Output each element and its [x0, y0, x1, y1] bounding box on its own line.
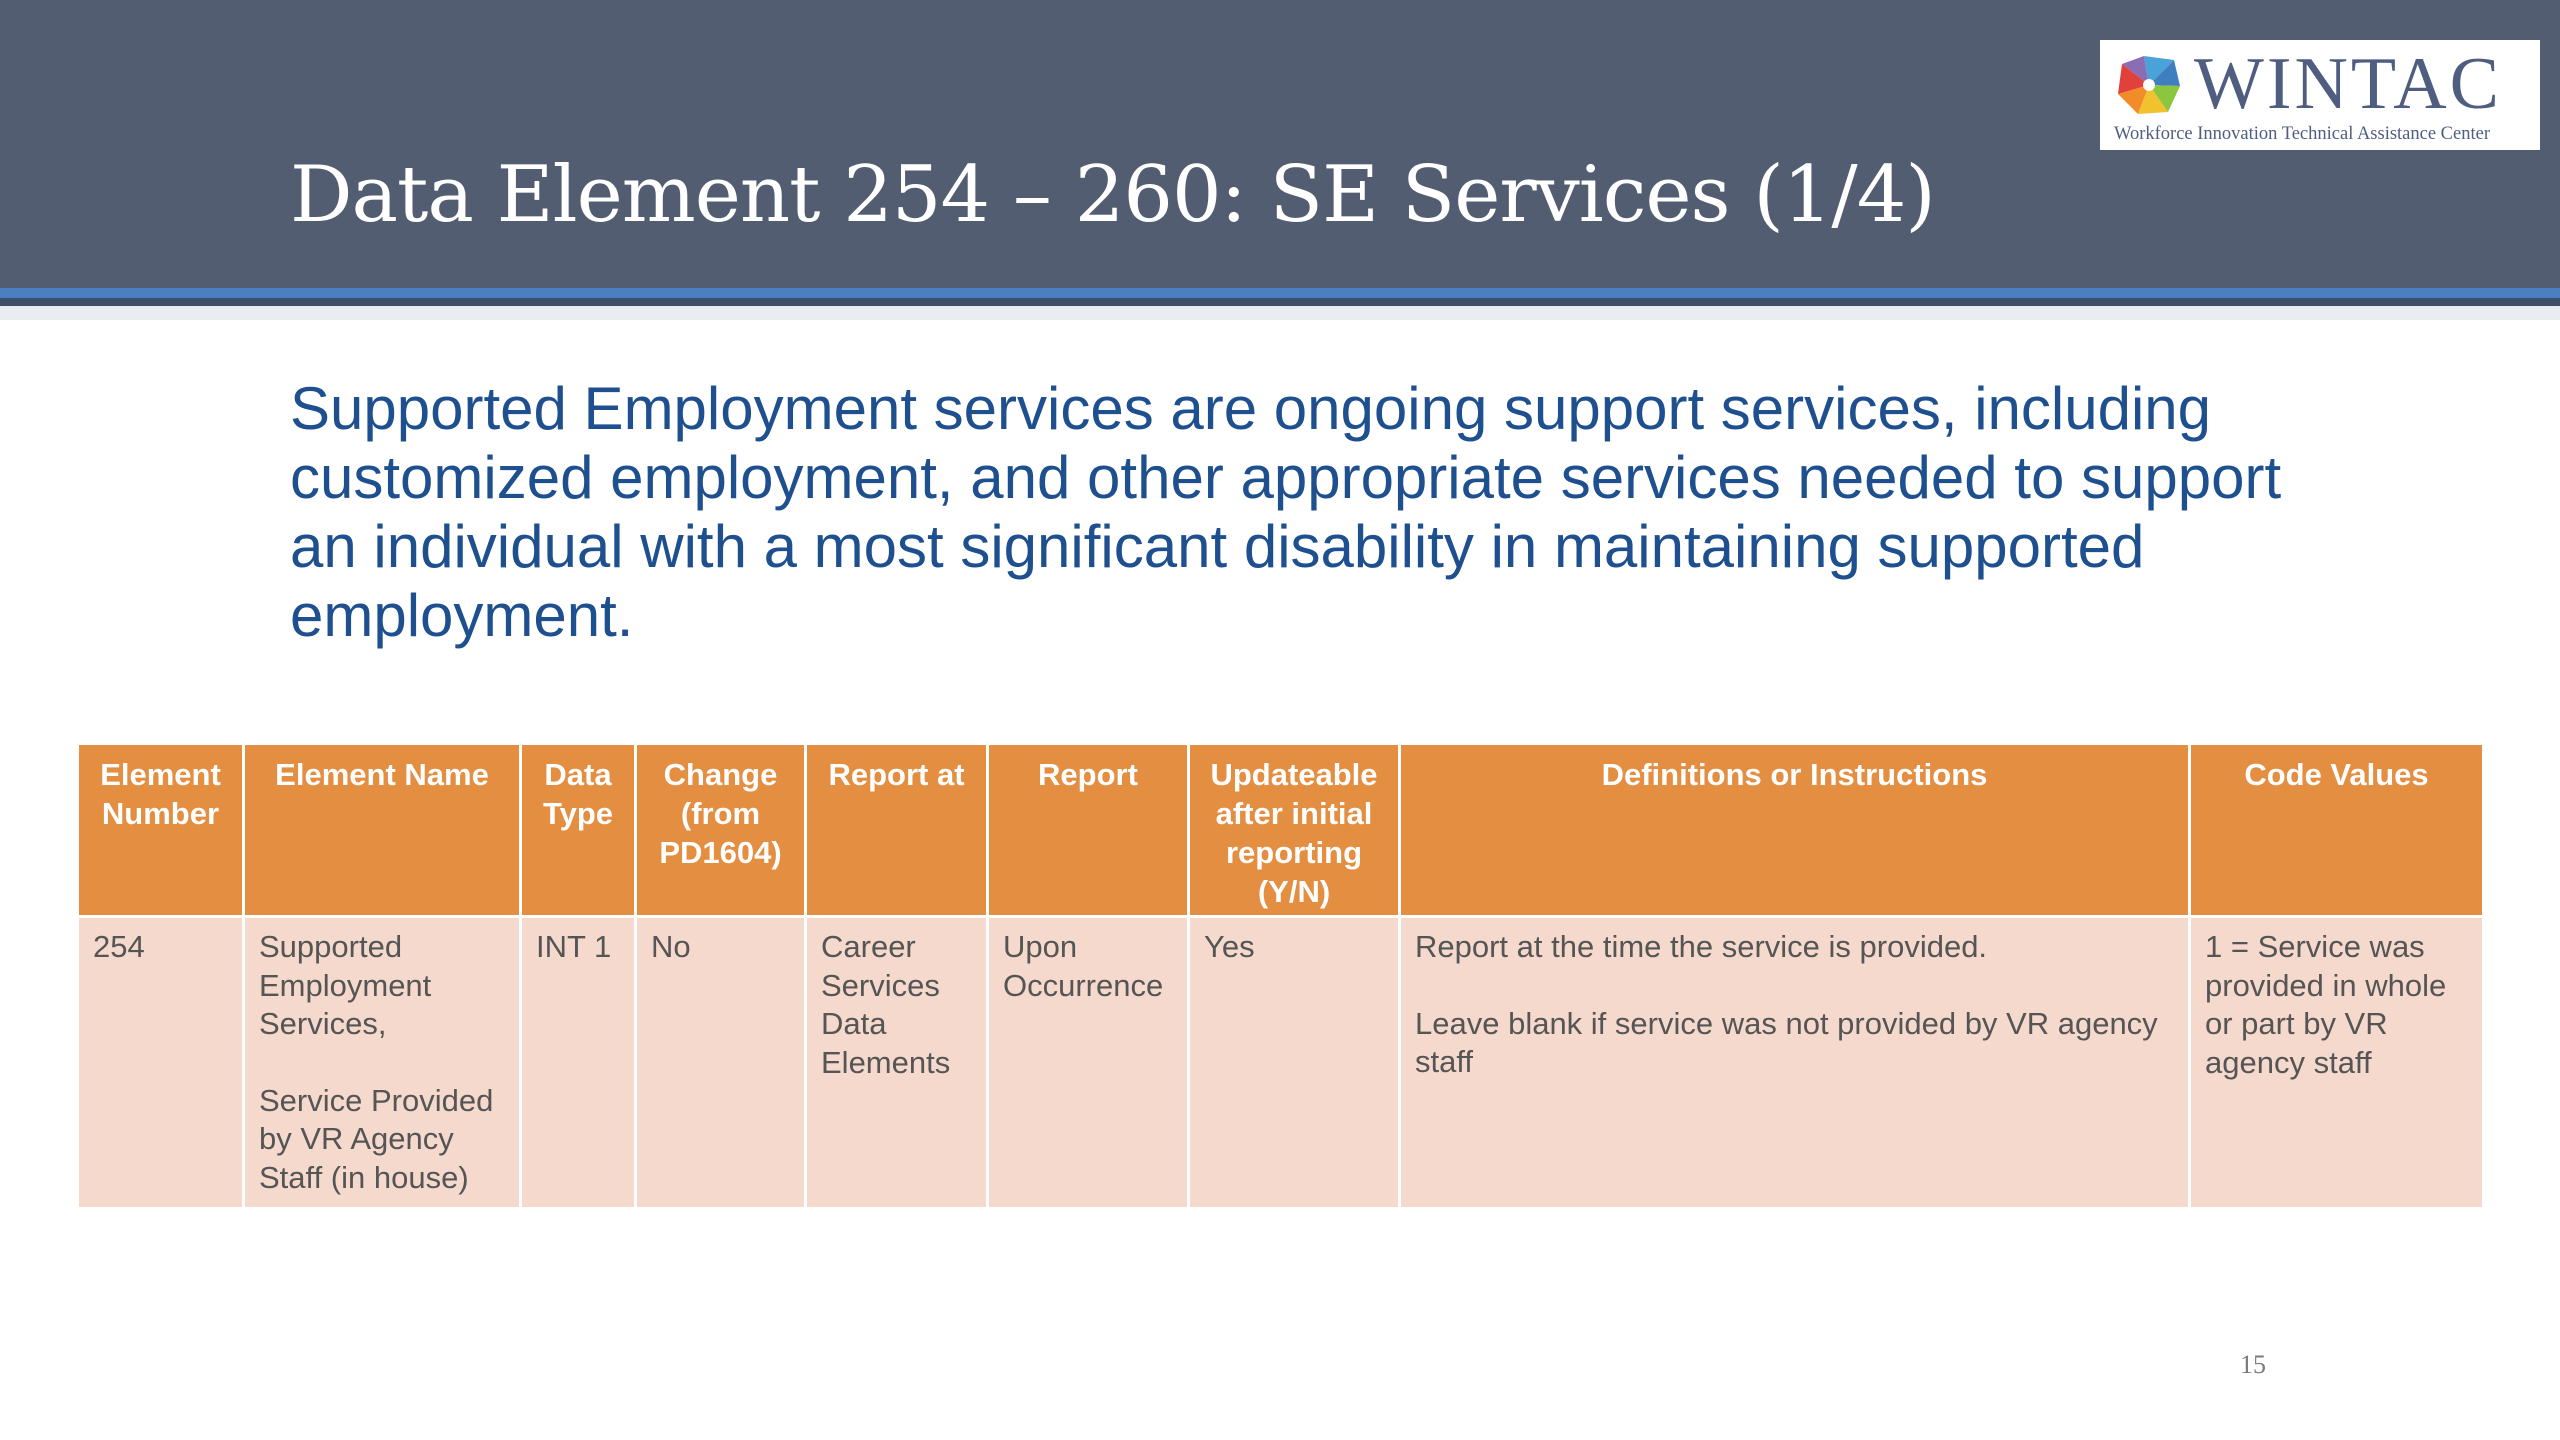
table-header-row	[78, 744, 2484, 917]
header-element-name: Element Name	[244, 744, 521, 917]
header-report-at: Report at	[806, 744, 988, 917]
definition-line: Report at the time the service is provided.	[1415, 929, 1988, 964]
header-updateable: Updateable after initial reporting (Y/N)	[1189, 744, 1400, 917]
header-definitions: Definitions or Instructions	[1400, 744, 2190, 917]
pinwheel-icon	[2114, 50, 2184, 120]
header-element-number: Element Number	[78, 744, 244, 917]
slide-title: Data Element 254 – 260: SE Services (1/4)	[290, 150, 1935, 240]
cell-report: Upon Occurrence	[988, 917, 1189, 1209]
logo-subtitle: Workforce Innovation Technical Assistance Center	[2114, 124, 2490, 144]
data-element-table	[76, 742, 2485, 1210]
title-bar-divider	[0, 298, 2560, 306]
title-bar-shadow	[0, 306, 2560, 320]
cell-element-name	[244, 917, 521, 1209]
cell-updateable: Yes	[1189, 917, 1400, 1209]
element-name-line: Supported Employment Services,	[259, 929, 432, 1041]
header-data-type: Data Type	[521, 744, 636, 917]
cell-code-values: 1 = Service was provided in whole or part by VR agency staff	[2190, 917, 2484, 1209]
cell-report-at: Career Services Data Elements	[806, 917, 988, 1209]
header-report: Report	[988, 744, 1189, 917]
header-change: Change (from PD1604)	[636, 744, 806, 917]
element-name-line: Service Provided by VR Agency Staff (in house)	[259, 1082, 494, 1195]
title-bar-accent	[0, 288, 2560, 298]
cell-change: No	[636, 917, 806, 1209]
table-row	[78, 917, 2484, 1209]
wintac-logo	[2100, 40, 2540, 150]
page-number: 15	[2240, 1350, 2266, 1379]
logo-wordmark: WINTAC	[2194, 43, 2503, 125]
header-code-values: Code Values	[2190, 744, 2484, 917]
definition-line: Leave blank if service was not provided by VR agency staff	[1415, 1005, 2158, 1079]
cell-data-type: INT 1	[521, 917, 636, 1209]
cell-element-number: 254	[78, 917, 244, 1209]
cell-definitions	[1400, 917, 2190, 1209]
intro-paragraph: Supported Employment services are ongoing support services, including customized employment, and other appropriate services needed to support an individual with a most significant disability in maintaining supported employment.	[290, 375, 2282, 649]
